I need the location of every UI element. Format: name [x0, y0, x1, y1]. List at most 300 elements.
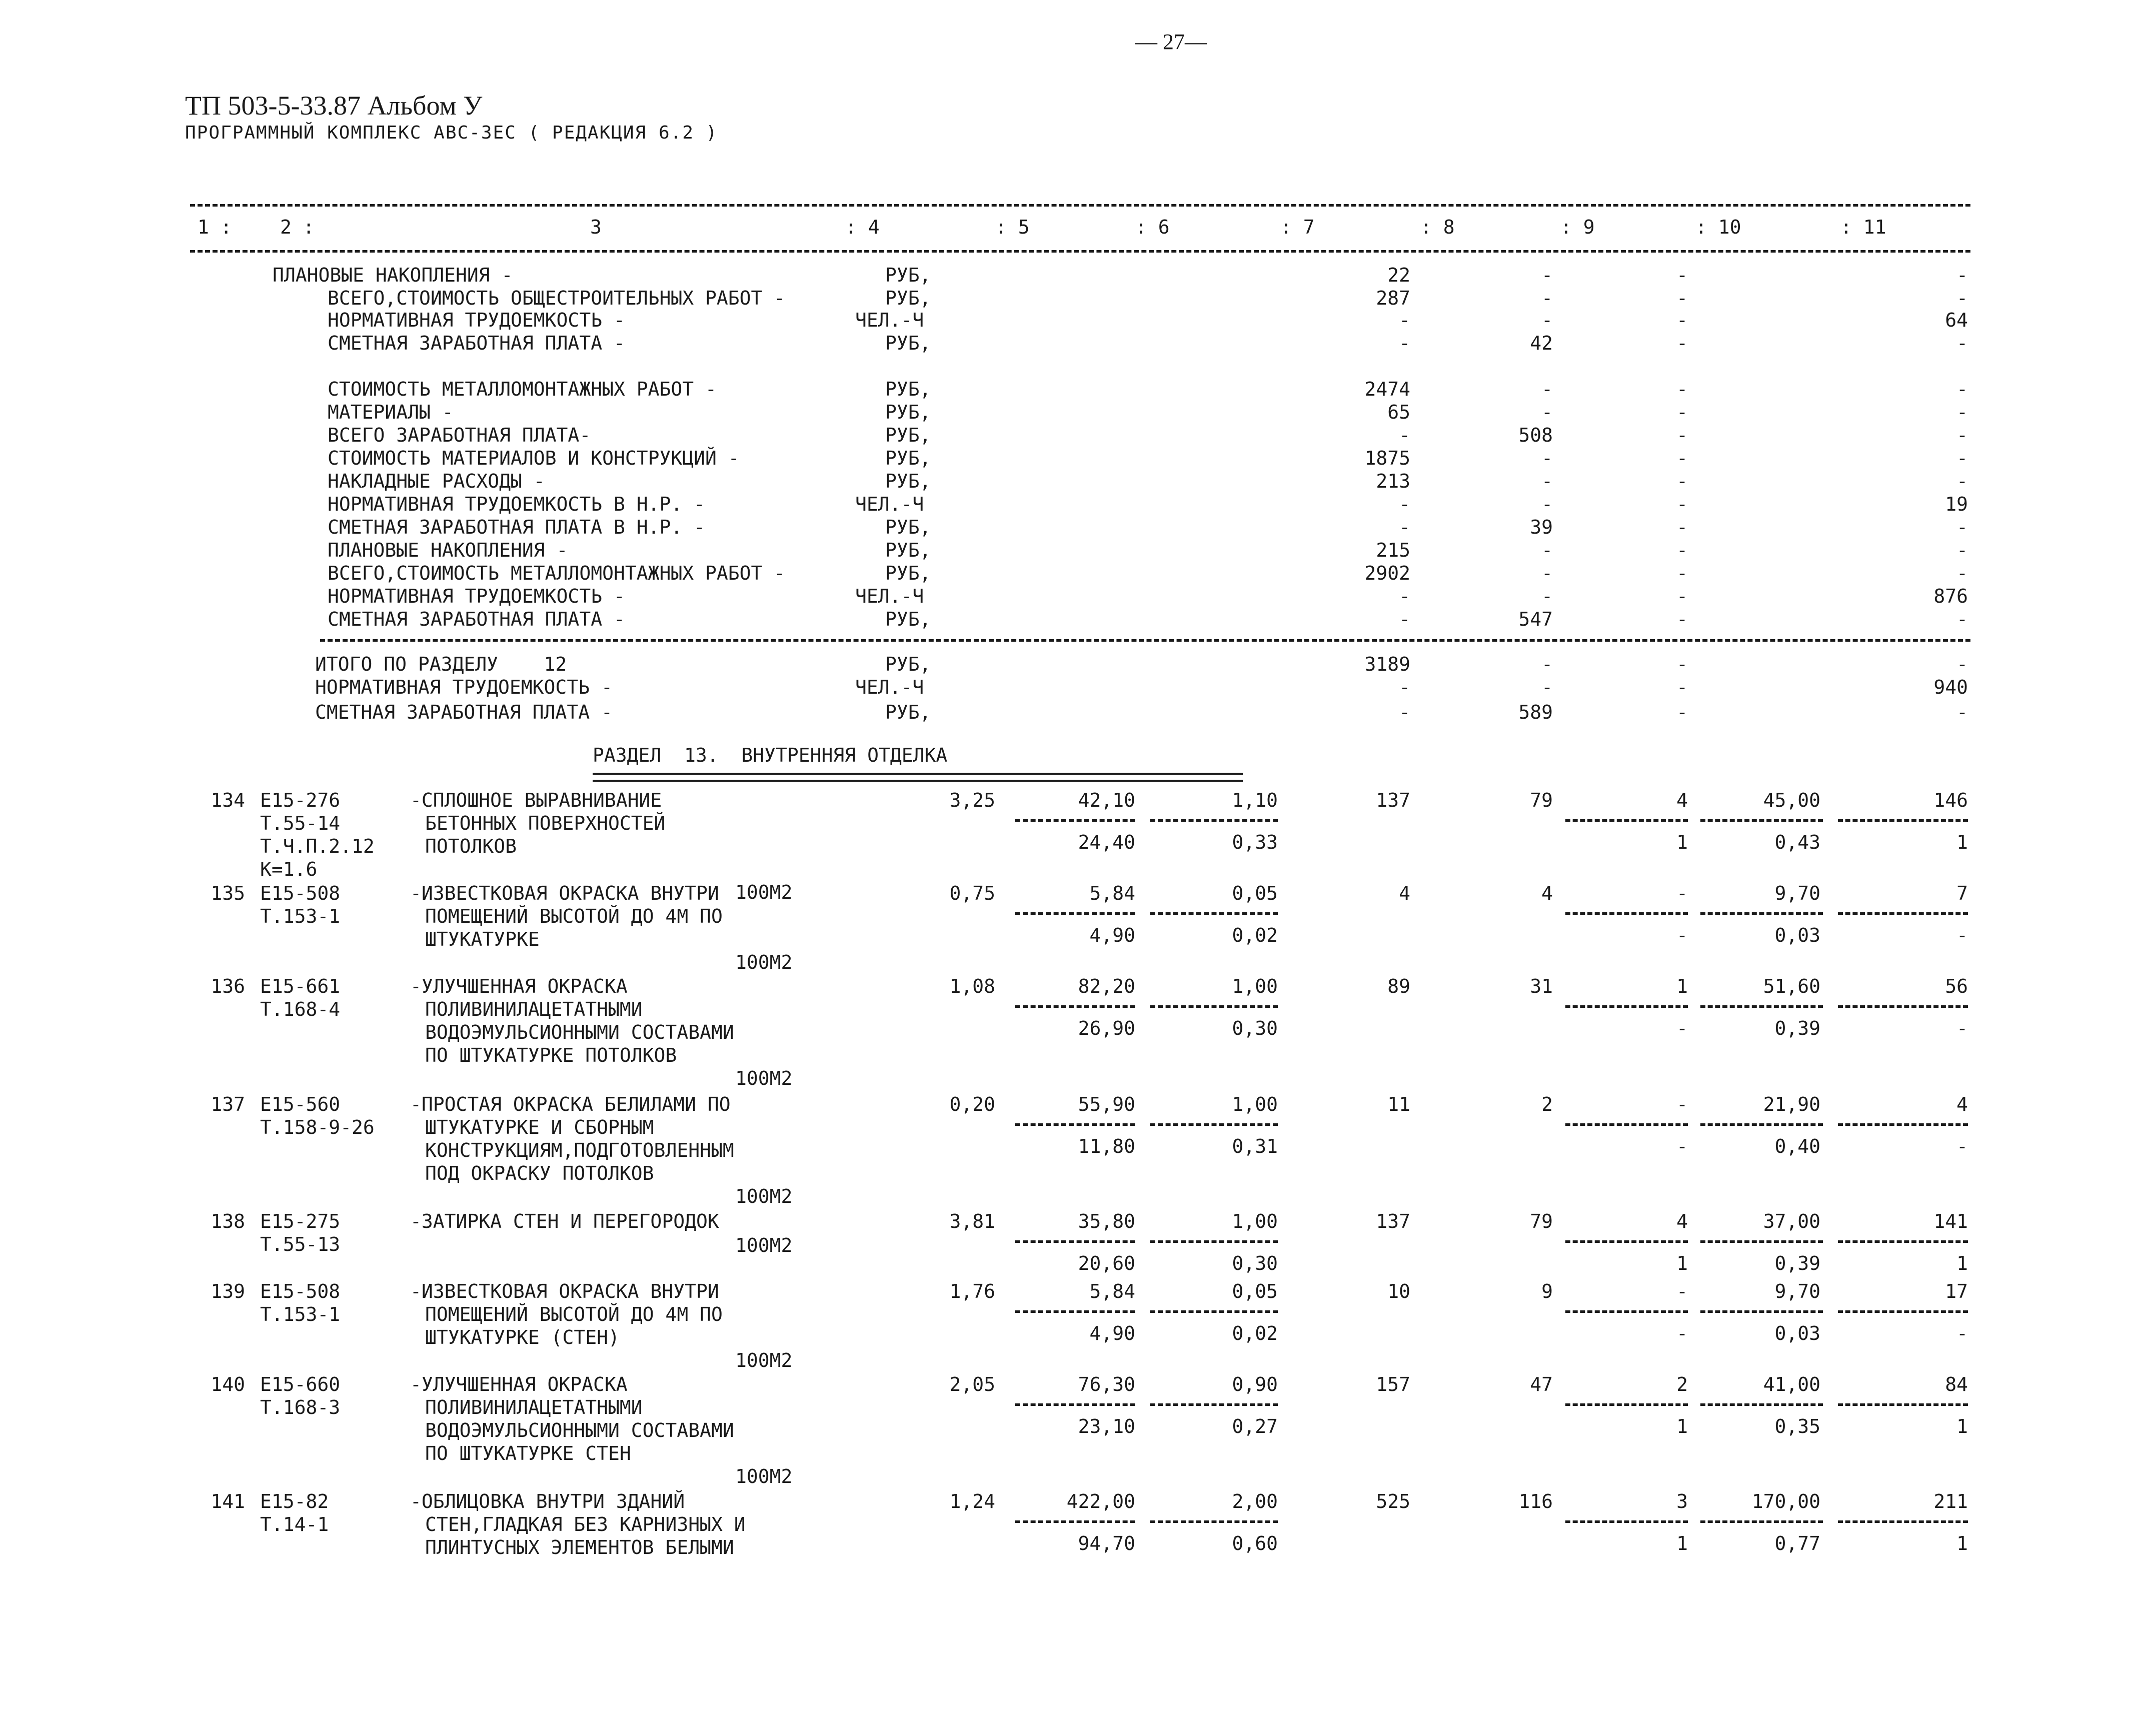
- cell-col11-labor: -: [1956, 1322, 1968, 1344]
- summary-unit: РУБ,: [885, 332, 931, 354]
- cell-col9: -: [1676, 332, 1688, 354]
- cell-col9: -: [1676, 585, 1688, 607]
- cell-col11: -: [1956, 378, 1968, 400]
- item-description: ШТУКАТУРКЕ И СБОРНЫМ: [425, 1116, 654, 1138]
- cell-col6-labor: 0,31: [1232, 1135, 1278, 1157]
- cell-col11: 4: [1956, 1093, 1968, 1115]
- item-number: 140: [211, 1373, 245, 1395]
- cell-col9: -: [1676, 539, 1688, 561]
- item-code: Т.55-13: [260, 1233, 341, 1255]
- item-description: ПОЛИВИНИЛАЦЕТАТНЫМИ: [425, 1396, 643, 1418]
- cell-col10: 51,60: [1763, 975, 1820, 997]
- cell-col6: 2,00: [1232, 1490, 1278, 1512]
- item-quantity: 0,20: [949, 1093, 995, 1115]
- cell-col9: -: [1676, 424, 1688, 446]
- cell-col6-labor: 0,30: [1232, 1017, 1278, 1039]
- totals-unit: ЧЕЛ.-Ч: [855, 676, 924, 698]
- cell-col11: -: [1956, 401, 1968, 423]
- cell-col11: 84: [1945, 1373, 1968, 1395]
- cell-col6: 0,90: [1232, 1373, 1278, 1395]
- item-code: Е15-82: [260, 1490, 329, 1512]
- item-description: -УЛУЧШЕННАЯ ОКРАСКА: [410, 1373, 628, 1395]
- cell-col7: 137: [1376, 1210, 1410, 1232]
- column-number: : 7: [1280, 216, 1315, 238]
- cell-col6-labor: 0,02: [1232, 924, 1278, 946]
- cell-col7: 4: [1399, 882, 1410, 904]
- cell-divider: [1700, 912, 1823, 915]
- item-description: ПО ШТУКАТУРКЕ ПОТОЛКОВ: [425, 1044, 677, 1066]
- item-description: -СПЛОШНОЕ ВЫРАВНИВАНИЕ: [410, 789, 662, 811]
- cell-col11: 64: [1945, 309, 1968, 331]
- cell-divider: [1838, 1310, 1968, 1313]
- cell-col9-labor: 1: [1676, 1252, 1688, 1274]
- summary-label: СМЕТНАЯ ЗАРАБОТНАЯ ПЛАТА В Н.Р. -: [328, 516, 705, 538]
- cell-col7: -: [1399, 676, 1410, 698]
- cell-col7: 215: [1376, 539, 1410, 561]
- item-description: СТЕН,ГЛАДКАЯ БЕЗ КАРНИЗНЫХ И: [425, 1513, 746, 1535]
- cell-col6-labor: 0,60: [1232, 1532, 1278, 1554]
- cell-col8: -: [1541, 309, 1553, 331]
- cell-col6: 1,00: [1232, 1210, 1278, 1232]
- cell-divider: [1015, 1310, 1135, 1313]
- item-unit: 100М2: [735, 881, 793, 903]
- item-description: ПОМЕЩЕНИЙ ВЫСОТОЙ ДО 4М ПО: [425, 905, 723, 927]
- cell-col10-labor: 0,43: [1774, 831, 1820, 853]
- item-unit: 100М2: [735, 1465, 793, 1487]
- section-title-underline: [593, 773, 1243, 782]
- cell-col9: 4: [1676, 1210, 1688, 1232]
- summary-label: НОРМАТИВНАЯ ТРУДОЕМКОСТЬ -: [328, 585, 625, 607]
- totals-label: СМЕТНАЯ ЗАРАБОТНАЯ ПЛАТА -: [315, 701, 613, 723]
- document-subtitle: ПРОГРАММНЫЙ КОМПЛЕКС АВС-3ЕС ( РЕДАКЦИЯ 6.2 ): [185, 123, 718, 143]
- summary-unit: ЧЕЛ.-Ч: [855, 309, 924, 331]
- cell-col5-labor: 4,90: [1089, 924, 1135, 946]
- cell-col6: 0,05: [1232, 1280, 1278, 1302]
- item-code: Е15-560: [260, 1093, 341, 1115]
- cell-divider: [1700, 819, 1823, 822]
- item-description: ШТУКАТУРКЕ (СТЕН): [425, 1326, 620, 1348]
- cell-col9: 1: [1676, 975, 1688, 997]
- cell-col11: 211: [1933, 1490, 1968, 1512]
- cell-divider: [1150, 1403, 1278, 1406]
- cell-col8: 31: [1530, 975, 1553, 997]
- cell-divider: [1015, 1123, 1135, 1126]
- cell-col9-labor: 1: [1676, 1532, 1688, 1554]
- item-description: -ИЗВЕСТКОВАЯ ОКРАСКА ВНУТРИ: [410, 882, 719, 904]
- summary-unit: РУБ,: [885, 516, 931, 538]
- cell-col5-labor: 11,80: [1078, 1135, 1135, 1157]
- cell-divider: [1700, 1310, 1823, 1313]
- cell-col11: -: [1956, 264, 1968, 286]
- cell-col7: 137: [1376, 789, 1410, 811]
- cell-col7: 157: [1376, 1373, 1410, 1395]
- cell-col10: 41,00: [1763, 1373, 1820, 1395]
- cell-col10: 37,00: [1763, 1210, 1820, 1232]
- cell-col8: 42: [1530, 332, 1553, 354]
- item-code: Е15-660: [260, 1373, 341, 1395]
- item-description: КОНСТРУКЦИЯМ,ПОДГОТОВЛЕННЫМ: [425, 1139, 734, 1161]
- cell-divider: [1150, 912, 1278, 915]
- cell-divider: [1015, 1005, 1135, 1008]
- cell-divider: [1565, 1310, 1688, 1313]
- section-title: РАЗДЕЛ 13. ВНУТРЕННЯЯ ОТДЕЛКА: [593, 744, 948, 766]
- item-unit: 100М2: [735, 1185, 793, 1207]
- cell-col8: -: [1541, 470, 1553, 492]
- page-number: — 27—: [1135, 30, 1207, 54]
- column-number: : 10: [1695, 216, 1741, 238]
- item-description: ПОЛИВИНИЛАЦЕТАТНЫМИ: [425, 998, 643, 1020]
- cell-col11: -: [1956, 653, 1968, 675]
- cell-divider: [1565, 819, 1688, 822]
- cell-col8: 4: [1541, 882, 1553, 904]
- cell-col11-labor: -: [1956, 924, 1968, 946]
- cell-col8: 79: [1530, 1210, 1553, 1232]
- item-quantity: 3,25: [949, 789, 995, 811]
- cell-col7: 525: [1376, 1490, 1410, 1512]
- cell-col7: 213: [1376, 470, 1410, 492]
- item-quantity: 1,24: [949, 1490, 995, 1512]
- table-top-rule: [190, 204, 1970, 207]
- cell-col6-labor: 0,30: [1232, 1252, 1278, 1274]
- cell-col11: -: [1956, 516, 1968, 538]
- cell-col5: 422,00: [1066, 1490, 1135, 1512]
- item-description: ПЛИНТУСНЫХ ЭЛЕМЕНТОВ БЕЛЫМИ: [425, 1536, 734, 1558]
- cell-col5-labor: 23,10: [1078, 1415, 1135, 1437]
- cell-col7: 2902: [1364, 562, 1410, 584]
- cell-col8: 547: [1518, 608, 1553, 630]
- item-description: ВОДОЭМУЛЬСИОННЫМИ СОСТАВАМИ: [425, 1419, 734, 1441]
- cell-col11: -: [1956, 447, 1968, 469]
- cell-col10: 9,70: [1774, 882, 1820, 904]
- cell-divider: [1838, 912, 1968, 915]
- item-quantity: 1,08: [949, 975, 995, 997]
- summary-label: НОРМАТИВНАЯ ТРУДОЕМКОСТЬ В Н.Р. -: [328, 493, 705, 515]
- cell-col8: -: [1541, 676, 1553, 698]
- cell-divider: [1565, 1005, 1688, 1008]
- cell-col9: -: [1676, 562, 1688, 584]
- totals-rule: [320, 639, 1970, 642]
- cell-divider: [1838, 1240, 1968, 1243]
- cell-divider: [1150, 1005, 1278, 1008]
- cell-col11: 141: [1933, 1210, 1968, 1232]
- cell-col5-labor: 94,70: [1078, 1532, 1135, 1554]
- cell-col9: -: [1676, 447, 1688, 469]
- item-code: Е15-508: [260, 882, 341, 904]
- summary-unit: РУБ,: [885, 264, 931, 286]
- cell-col10: 170,00: [1751, 1490, 1820, 1512]
- summary-label: НОРМАТИВНАЯ ТРУДОЕМКОСТЬ -: [328, 309, 625, 331]
- cell-col9: -: [1676, 470, 1688, 492]
- column-number: 2 :: [280, 216, 315, 238]
- item-number: 138: [211, 1210, 245, 1232]
- cell-col9-labor: 1: [1676, 831, 1688, 853]
- totals-label: НОРМАТИВНАЯ ТРУДОЕМКОСТЬ -: [315, 676, 613, 698]
- cell-col8: -: [1541, 378, 1553, 400]
- cell-col8: 39: [1530, 516, 1553, 538]
- cell-divider: [1838, 1403, 1968, 1406]
- cell-col11-labor: -: [1956, 1135, 1968, 1157]
- summary-label: СТОИМОСТЬ МЕТАЛЛОМОНТАЖНЫХ РАБОТ -: [328, 378, 717, 400]
- cell-col5-labor: 24,40: [1078, 831, 1135, 853]
- summary-label: МАТЕРИАЛЫ -: [328, 401, 454, 423]
- cell-divider: [1565, 1403, 1688, 1406]
- cell-col9: -: [1676, 264, 1688, 286]
- cell-col8: -: [1541, 539, 1553, 561]
- summary-unit: РУБ,: [885, 562, 931, 584]
- cell-col7: 65: [1387, 401, 1410, 423]
- cell-divider: [1700, 1403, 1823, 1406]
- cell-col7: 3189: [1364, 653, 1410, 675]
- cell-col6-labor: 0,02: [1232, 1322, 1278, 1344]
- summary-label: ПЛАНОВЫЕ НАКОПЛЕНИЯ -: [328, 539, 568, 561]
- cell-divider: [1015, 819, 1135, 822]
- cell-col8: 2: [1541, 1093, 1553, 1115]
- cell-col9: -: [1676, 1093, 1688, 1115]
- cell-divider: [1700, 1005, 1823, 1008]
- item-code: К=1.6: [260, 858, 318, 880]
- item-quantity: 3,81: [949, 1210, 995, 1232]
- cell-col7: 22: [1387, 264, 1410, 286]
- summary-unit: РУБ,: [885, 378, 931, 400]
- cell-col8: -: [1541, 653, 1553, 675]
- cell-col10-labor: 0,03: [1774, 924, 1820, 946]
- cell-col11: -: [1956, 562, 1968, 584]
- cell-col10-labor: 0,77: [1774, 1532, 1820, 1554]
- cell-col6: 1,00: [1232, 1093, 1278, 1115]
- summary-unit: РУБ,: [885, 539, 931, 561]
- cell-divider: [1838, 819, 1968, 822]
- column-number: : 5: [995, 216, 1030, 238]
- column-number: : 9: [1560, 216, 1595, 238]
- item-code: Т.158-9-26: [260, 1116, 375, 1138]
- item-description: ПОМЕЩЕНИЙ ВЫСОТОЙ ДО 4М ПО: [425, 1303, 723, 1325]
- totals-label: ИТОГО ПО РАЗДЕЛУ 12: [315, 653, 567, 675]
- cell-col10: 9,70: [1774, 1280, 1820, 1302]
- cell-col8: 116: [1518, 1490, 1553, 1512]
- cell-col9: -: [1676, 882, 1688, 904]
- cell-col9: -: [1676, 1280, 1688, 1302]
- column-number: : 6: [1135, 216, 1170, 238]
- summary-label: СТОИМОСТЬ МАТЕРИАЛОВ И КОНСТРУКЦИЙ -: [328, 447, 740, 469]
- summary-label: НАКЛАДНЫЕ РАСХОДЫ -: [328, 470, 545, 492]
- cell-col6: 1,00: [1232, 975, 1278, 997]
- cell-col9-labor: 1: [1676, 1415, 1688, 1437]
- cell-col5: 42,10: [1078, 789, 1135, 811]
- item-number: 136: [211, 975, 245, 997]
- cell-col5: 76,30: [1078, 1373, 1135, 1395]
- cell-col8: -: [1541, 401, 1553, 423]
- cell-col9: -: [1676, 309, 1688, 331]
- item-description: -ИЗВЕСТКОВАЯ ОКРАСКА ВНУТРИ: [410, 1280, 719, 1302]
- summary-label: ВСЕГО,СТОИМОСТЬ МЕТАЛЛОМОНТАЖНЫХ РАБОТ -: [328, 562, 786, 584]
- header-bottom-rule: [190, 250, 1970, 253]
- item-number: 141: [211, 1490, 245, 1512]
- item-code: Т.14-1: [260, 1513, 329, 1535]
- item-number: 134: [211, 789, 245, 811]
- cell-col10-labor: 0,40: [1774, 1135, 1820, 1157]
- cell-col9: 4: [1676, 789, 1688, 811]
- cell-divider: [1015, 912, 1135, 915]
- item-number: 137: [211, 1093, 245, 1115]
- summary-label: СМЕТНАЯ ЗАРАБОТНАЯ ПЛАТА -: [328, 332, 625, 354]
- cell-col10-labor: 0,39: [1774, 1017, 1820, 1039]
- cell-col11: 876: [1933, 585, 1968, 607]
- item-description: -ОБЛИЦОВКА ВНУТРИ ЗДАНИЙ: [410, 1490, 685, 1512]
- item-unit: 100М2: [735, 1234, 793, 1256]
- item-unit: 100М2: [735, 951, 793, 973]
- item-code: Т.55-14: [260, 812, 341, 834]
- cell-divider: [1150, 1310, 1278, 1313]
- cell-col5-labor: 26,90: [1078, 1017, 1135, 1039]
- cell-col11-labor: 1: [1956, 1252, 1968, 1274]
- cell-col11: -: [1956, 701, 1968, 723]
- summary-label: СМЕТНАЯ ЗАРАБОТНАЯ ПЛАТА -: [328, 608, 625, 630]
- cell-col9: -: [1676, 401, 1688, 423]
- cell-col9: -: [1676, 676, 1688, 698]
- summary-unit: РУБ,: [885, 287, 931, 309]
- cell-col11: 56: [1945, 975, 1968, 997]
- cell-divider: [1838, 1005, 1968, 1008]
- cell-divider: [1150, 819, 1278, 822]
- cell-col7: 2474: [1364, 378, 1410, 400]
- cell-divider: [1565, 1520, 1688, 1523]
- item-description: -УЛУЧШЕННАЯ ОКРАСКА: [410, 975, 628, 997]
- cell-col11: -: [1956, 424, 1968, 446]
- cell-col5: 5,84: [1089, 882, 1135, 904]
- cell-col8: -: [1541, 447, 1553, 469]
- summary-unit: РУБ,: [885, 447, 931, 469]
- item-code: Т.168-3: [260, 1396, 341, 1418]
- document-title: ТП 503-5-33.87 Альбом У: [185, 91, 483, 121]
- cell-col8: 589: [1518, 701, 1553, 723]
- cell-col8: -: [1541, 264, 1553, 286]
- cell-col11: 17: [1945, 1280, 1968, 1302]
- cell-col11: -: [1956, 470, 1968, 492]
- cell-divider: [1700, 1240, 1823, 1243]
- summary-unit: РУБ,: [885, 424, 931, 446]
- item-code: Е15-275: [260, 1210, 341, 1232]
- cell-col9: -: [1676, 701, 1688, 723]
- cell-col5-labor: 20,60: [1078, 1252, 1135, 1274]
- cell-col11-labor: 1: [1956, 831, 1968, 853]
- cell-col11-labor: 1: [1956, 1415, 1968, 1437]
- cell-col5: 5,84: [1089, 1280, 1135, 1302]
- cell-col9: -: [1676, 493, 1688, 515]
- cell-col11: 940: [1933, 676, 1968, 698]
- totals-unit: РУБ,: [885, 701, 931, 723]
- cell-divider: [1150, 1123, 1278, 1126]
- item-description: -ЗАТИРКА СТЕН И ПЕРЕГОРОДОК: [410, 1210, 719, 1232]
- cell-col7: -: [1399, 701, 1410, 723]
- item-code: Е15-276: [260, 789, 341, 811]
- item-code: Е15-661: [260, 975, 341, 997]
- cell-col6: 1,10: [1232, 789, 1278, 811]
- summary-unit: ЧЕЛ.-Ч: [855, 585, 924, 607]
- cell-col9: -: [1676, 516, 1688, 538]
- item-code: Е15-508: [260, 1280, 341, 1302]
- cell-col10: 21,90: [1763, 1093, 1820, 1115]
- summary-unit: РУБ,: [885, 401, 931, 423]
- cell-col6: 0,05: [1232, 882, 1278, 904]
- cell-col7: 287: [1376, 287, 1410, 309]
- cell-divider: [1565, 1123, 1688, 1126]
- column-number: 1 :: [198, 216, 232, 238]
- cell-col11-labor: -: [1956, 1017, 1968, 1039]
- item-quantity: 2,05: [949, 1373, 995, 1395]
- cell-col9-labor: -: [1676, 1135, 1688, 1157]
- cell-col8: 9: [1541, 1280, 1553, 1302]
- cell-col10-labor: 0,35: [1774, 1415, 1820, 1437]
- item-unit: 100М2: [735, 1349, 793, 1371]
- cell-col7: 10: [1387, 1280, 1410, 1302]
- item-code: Т.153-1: [260, 1303, 341, 1325]
- cell-divider: [1015, 1520, 1135, 1523]
- cell-divider: [1838, 1520, 1968, 1523]
- cell-col9-labor: -: [1676, 924, 1688, 946]
- cell-col7: 11: [1387, 1093, 1410, 1115]
- cell-divider: [1565, 912, 1688, 915]
- item-description: ПОД ОКРАСКУ ПОТОЛКОВ: [425, 1162, 654, 1184]
- item-number: 139: [211, 1280, 245, 1302]
- cell-col8: -: [1541, 585, 1553, 607]
- cell-col7: 1875: [1364, 447, 1410, 469]
- cell-col11: 146: [1933, 789, 1968, 811]
- item-code: Т.153-1: [260, 905, 341, 927]
- item-description: ВОДОЭМУЛЬСИОННЫМИ СОСТАВАМИ: [425, 1021, 734, 1043]
- cell-col8: 47: [1530, 1373, 1553, 1395]
- cell-col11: -: [1956, 332, 1968, 354]
- cell-col5-labor: 4,90: [1089, 1322, 1135, 1344]
- item-description: ПОТОЛКОВ: [425, 835, 517, 857]
- cell-divider: [1700, 1520, 1823, 1523]
- item-description: ШТУКАТУРКЕ: [425, 928, 540, 950]
- item-description: БЕТОННЫХ ПОВЕРХНОСТЕЙ: [425, 812, 666, 834]
- item-unit: 100М2: [735, 1067, 793, 1089]
- cell-col9: 3: [1676, 1490, 1688, 1512]
- cell-col7: -: [1399, 516, 1410, 538]
- cell-divider: [1150, 1520, 1278, 1523]
- cell-col11: -: [1956, 539, 1968, 561]
- summary-unit: РУБ,: [885, 608, 931, 630]
- cell-col9-labor: -: [1676, 1322, 1688, 1344]
- cell-col11: 19: [1945, 493, 1968, 515]
- cell-col11-labor: 1: [1956, 1532, 1968, 1554]
- summary-label: ВСЕГО ЗАРАБОТНАЯ ПЛАТА-: [328, 424, 591, 446]
- cell-col9: -: [1676, 378, 1688, 400]
- cell-col10: 45,00: [1763, 789, 1820, 811]
- cell-col9: -: [1676, 287, 1688, 309]
- summary-unit: РУБ,: [885, 470, 931, 492]
- cell-col9: -: [1676, 653, 1688, 675]
- cell-col7: -: [1399, 424, 1410, 446]
- cell-col5: 82,20: [1078, 975, 1135, 997]
- cell-col8: -: [1541, 287, 1553, 309]
- cell-col11: -: [1956, 287, 1968, 309]
- cell-col7: 89: [1387, 975, 1410, 997]
- cell-divider: [1015, 1240, 1135, 1243]
- cell-divider: [1565, 1240, 1688, 1243]
- item-code: Т.168-4: [260, 998, 341, 1020]
- cell-col8: 79: [1530, 789, 1553, 811]
- summary-unit: ЧЕЛ.-Ч: [855, 493, 924, 515]
- cell-col5: 35,80: [1078, 1210, 1135, 1232]
- cell-col5: 55,90: [1078, 1093, 1135, 1115]
- cell-col7: -: [1399, 493, 1410, 515]
- cell-col11: 7: [1956, 882, 1968, 904]
- cell-col8: -: [1541, 493, 1553, 515]
- cell-col7: -: [1399, 309, 1410, 331]
- cell-col9-labor: -: [1676, 1017, 1688, 1039]
